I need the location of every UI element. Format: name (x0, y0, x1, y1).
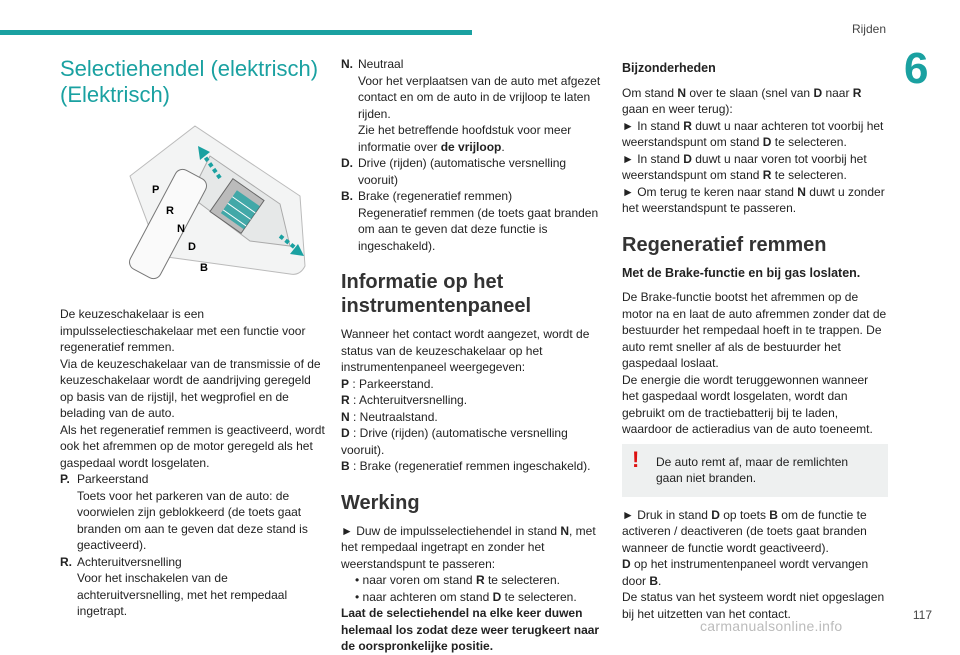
info-heading: Informatie op het instrumentenpaneel (341, 271, 532, 317)
regen-heading: Regeneratief remmen (622, 233, 827, 256)
gear-letter-b: B (200, 262, 208, 274)
column-1 (60, 56, 326, 620)
page-number: 117 (912, 608, 932, 622)
paragraph-2: Via de keuzeschakelaar van de transmissie of de keuzeschakelaar wordt de aandrijving geregeld op basis van de rijstijl, het wegprofiel en de belading van de auto. (60, 356, 321, 420)
def-p: P. Parkeerstand Toets voor het parkeren van de auto: de voorwielen zijn geblokkeerd (de toets gaat branden om aan te geven dat deze stand is geactiveerd). (60, 472, 308, 552)
d-replaced-text: D op het instrumentenpaneel wordt vervangen door B. (622, 557, 869, 588)
bijz-4: ► Om terug te keren naar stand N duwt u zonder het weerstandspunt te passeren. (622, 184, 885, 215)
def-b: B. Brake (regeneratief remmen) Regeneratief remmen (de toets gaat branden om aan te geven dat deze functie is ingeschakeld). (341, 189, 599, 253)
bijzonderheden-heading: Bijzonderheden (622, 61, 716, 75)
bullet-backward: • naar achteren om stand D te selecteren. (355, 589, 577, 604)
bijz-1: Om stand N over te slaan (snel van D naar R gaan en weer terug): (622, 85, 862, 116)
bijz-2: ► In stand R duwt u naar achteren tot voorbij het weerstandspunt om stand D te selecteren. (622, 118, 884, 149)
gear-letter-r: R (166, 205, 174, 217)
warning-note (622, 444, 888, 497)
column-2 (341, 56, 606, 655)
regen-subheading: Met de Brake-functie en bij gas loslaten. (622, 265, 861, 280)
note-text: De auto remt af, maar de remlichten gaan niet branden. (656, 454, 849, 485)
status-r: R : Achteruitversnelling. (341, 393, 468, 407)
regen-p1: De Brake-functie bootst het afremmen op de motor na en laat de auto afremmen zonder dat de bestuurder het rempedaal hoeft in te trappen. De auto remt sneller af als de bestuurder het gaspedaal loslaat. (622, 290, 887, 370)
intro-text: De keuzeschakelaar is een impulsselectieschakelaar met een functie voor regeneratief remmen. (60, 307, 306, 354)
regen-p2: De energie die wordt teruggewonnen wanneer het gaspedaal wordt losgelaten, wordt dan gebruikt om de tractiebatterij bij te laden, waardoor de actieradius van de auto toeneemt. (622, 372, 873, 436)
status-d: D : Drive (rijden) (automatische versnelling vooruit). (341, 426, 568, 457)
werking-heading: Werking (341, 491, 420, 514)
gear-selector-illustration (100, 116, 312, 286)
warning-icon: ! (632, 446, 640, 472)
watermark: carmanualsonline.info (700, 618, 843, 634)
page-title: Selectiehendel (elektrisch) (Elektrisch) (60, 56, 319, 107)
status-b: B : Brake (regeneratief remmen ingeschakeld). (341, 459, 591, 473)
def-r: R. Achteruitversnelling Voor het inschakelen van de achteruitversnelling, met het rempedaal ingetrapt. (60, 554, 288, 618)
def-n: N. Neutraal Voor het verplaatsen van de auto met afgezet contact en om de auto in de vrijloop te laten rijden. Zie het betreffende hoofdstuk voor meer informatie over de vrijloop. (341, 57, 601, 154)
bijz-3: ► In stand D duwt u naar voren tot voorbij het weerstandspunt om stand R te selecteren. (622, 151, 867, 182)
column-3 (622, 56, 888, 622)
info-intro: Wanneer het contact wordt aangezet, wordt de status van de keuzeschakelaar op het instrumentenpaneel weergegeven: (341, 327, 590, 374)
werking-text: ► Duw de impulsselectiehendel in stand N, met het rempedaal ingetrapt en zonder het weerstandspunt te passeren: (341, 523, 596, 571)
def-d: D. Drive (rijden) (automatische versnelling vooruit) (341, 156, 567, 187)
status-p: P : Parkeerstand. (341, 376, 434, 391)
gear-letter-p: P (152, 184, 160, 196)
druk-text: ► Druk in stand D op toets B om de functie te activeren / deactiveren (de toets gaat branden wanneer de functie wordt geactiveerd). (622, 507, 867, 555)
release-instruction: Laat de selectiehendel na elke keer duwen helemaal los zodat deze weer terugkeert naar de oorspronkelijke positie. (341, 606, 600, 653)
header-bar (0, 30, 472, 35)
status-n: N : Neutraalstand. (341, 409, 438, 424)
chapter-number: 6 (904, 44, 929, 93)
gear-letter-n: N (177, 223, 185, 235)
section-name: Rijden (851, 22, 886, 36)
last-text: De status van het systeem wordt niet opgeslagen bij het uitzetten van het contact. (622, 590, 885, 621)
gear-letter-d: D (188, 241, 196, 253)
bullet-forward: • naar voren om stand R te selecteren. (355, 573, 560, 587)
paragraph-3: Als het regeneratief remmen is geactiveerd, wordt ook het afremmen op de motor geregeld als het gaspedaal wordt losgelaten. (60, 422, 325, 470)
